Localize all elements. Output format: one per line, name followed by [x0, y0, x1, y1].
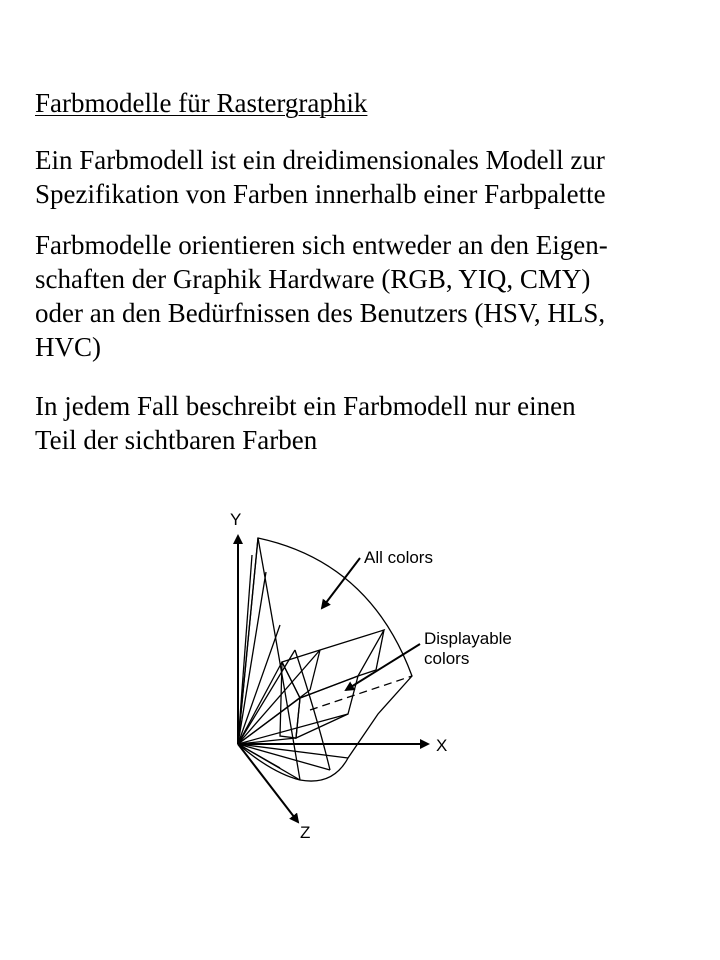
color-gamut-diagram	[200, 500, 540, 850]
paragraph-definition: Ein Farbmodell ist ein dreidimensionales Modell zur Spezifikation von Farben innerhalb einer Farbpalette	[35, 145, 606, 209]
paragraph-orientation: Farbmodelle orientieren sich entweder an den Eigen- schaften der Graphik Hardware (RGB, YIQ, CMY) oder an den Bedürfnissen des Benutzers (HSV, HLS, HVC)	[35, 230, 608, 362]
slide-title: Farbmodelle für Rastergraphik	[35, 88, 368, 118]
color-gamut-figure	[200, 500, 540, 850]
all-colors-label: All colors	[364, 548, 433, 567]
pointer-arrows	[322, 558, 420, 690]
axes	[238, 536, 428, 822]
displayable-label-line2: colors	[424, 649, 470, 668]
displayable-label-line1: Displayable	[424, 629, 512, 648]
z-axis-label: Z	[300, 823, 311, 842]
y-axis-label: Y	[230, 510, 242, 529]
displayable-colors-cube	[238, 630, 412, 744]
z-axis	[238, 744, 298, 822]
x-axis-label: X	[436, 736, 448, 755]
paragraph-subset: In jedem Fall beschreibt ein Farbmodell nur einen Teil der sichtbaren Farben	[35, 391, 576, 455]
